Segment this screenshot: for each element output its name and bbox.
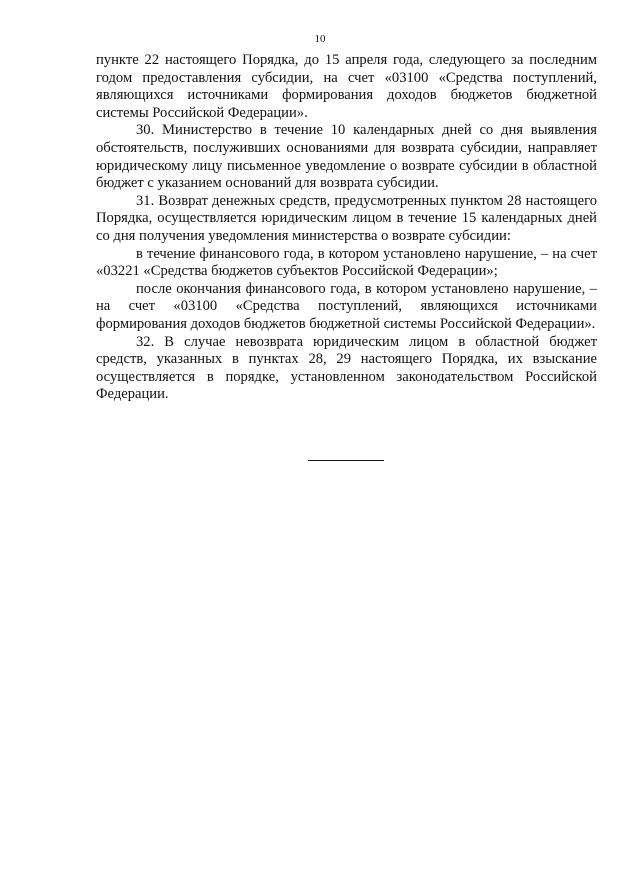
paragraph-31-item-2: после окончания финансового года, в котором установлено нарушение, – на счет «03100 «Средства поступлений, являющихся источниками формирования доходов бюджетов бюджетной системы Российской Федерации».: [96, 280, 597, 332]
paragraph-30: 30. Министерство в течение 10 календарных дней со дня выявления обстоятельств, послуживших основаниями для возврата субсидии, направляет юридическому лицу письменное уведомление о возврате субсидии в областной бюджет с указанием оснований для возврата субсидии.: [96, 122, 597, 192]
end-of-document-rule: [308, 460, 384, 461]
paragraph-32: 32. В случае невозврата юридическим лицом в областной бюджет средств, указанных в пунктах 28, 29 настоящего Порядка, их взыскание осуществляется в порядке, установленном законодательством Российской Федерации.: [96, 333, 597, 403]
paragraph-continuation: пункте 22 настоящего Порядка, до 15 апреля года, следующего за последним годом предоставления субсидии, на счет «03100 «Средства поступлений, являющихся источниками формирования доходов бюджетов бюджетной системы Российской Федерации».: [96, 52, 597, 121]
paragraph-31-item-1: в течение финансового года, в котором установлено нарушение, – на счет «03221 «Средства бюджетов субъектов Российской Федерации»;: [96, 245, 597, 280]
document-body: [96, 52, 597, 404]
page-number: 10: [314, 33, 326, 45]
paragraph-31: 31. Возврат денежных средств, предусмотренных пунктом 28 настоящего Порядка, осуществляется юридическим лицом в течение 15 календарных дней со дня получения уведомления министерства о возврате субсидии:: [96, 192, 597, 244]
